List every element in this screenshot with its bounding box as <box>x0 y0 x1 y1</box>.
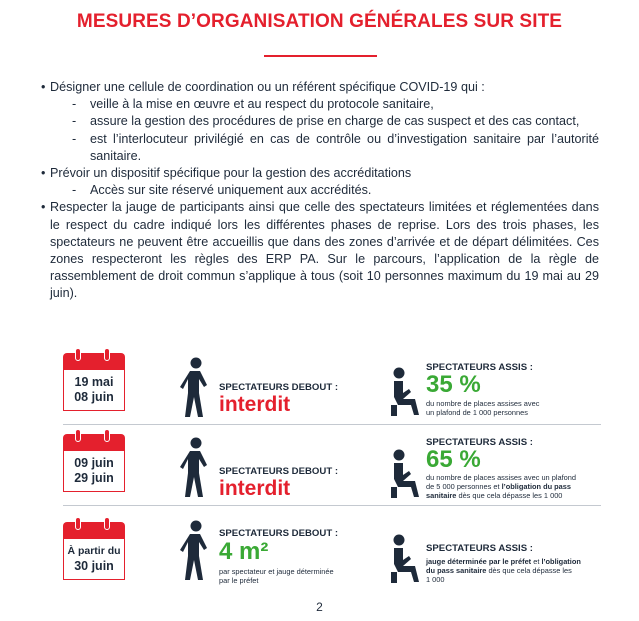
standing-desc-line: par le préfet <box>219 576 259 585</box>
calendar-icon <box>63 353 125 411</box>
body-text <box>41 79 599 303</box>
desc-text: de 5 000 personnes et <box>426 482 502 491</box>
desc-text: dès que cela dépasse les 1 000 <box>456 491 563 500</box>
list-item <box>41 131 599 165</box>
paragraph-text: Respecter la jauge de participants ainsi que celle des spectateurs limitées et réglementées dans le respect du cadre indiqué lors les différentes phases de reprise. Lors des trois phases, les spectateurs ne peuvent être accueillis que dans des zones d’arrivée et de départ délimitées. Ces zones respecteront les règles des ERP PA. Sur le parcours, l’application de la règle de rassemblement de droit commun s’applique à tous (soit 10 personnes maximum du 19 mai au 29 juin). <box>50 200 599 301</box>
calendar-icon <box>63 522 125 580</box>
desc-emphasis: sanitaire <box>426 491 457 500</box>
standing-description <box>219 567 334 585</box>
date-line-2: 29 juin <box>74 471 114 485</box>
bullet: • <box>41 166 46 181</box>
dash: - <box>72 114 77 129</box>
date-line-1: À partir du <box>67 545 121 557</box>
seated-label: SPECTATEURS ASSIS : <box>426 437 533 448</box>
standing-label: SPECTATEURS DEBOUT : <box>219 382 339 393</box>
seated-description <box>426 473 576 500</box>
desc-text: dès que cela dépasse les <box>486 566 572 575</box>
phase-row-1 <box>0 345 639 435</box>
desc-text: et <box>531 557 542 566</box>
seated-value: 35 % <box>426 371 481 398</box>
seated-desc-line <box>426 482 576 491</box>
paragraph-text: Prévoir un dispositif spécifique pour la gestion des accréditations <box>50 166 412 181</box>
standing-person-icon <box>177 520 213 582</box>
list-item <box>41 182 599 199</box>
seated-person-icon <box>389 367 421 417</box>
bullet: • <box>41 80 46 94</box>
seated-desc-line <box>426 557 581 566</box>
phase-row-2 <box>0 425 639 515</box>
dash: - <box>72 183 77 198</box>
standing-desc-line: par spectateur et jauge déterminée <box>219 567 334 576</box>
desc-emphasis: l’obligation <box>541 557 581 566</box>
title-underline <box>264 55 377 57</box>
seated-desc-line: 1 000 <box>426 575 445 584</box>
calendar-icon <box>63 434 125 492</box>
seated-desc-line: du nombre de places assises avec <box>426 399 540 408</box>
desc-emphasis: du pass sanitaire <box>426 566 487 575</box>
paragraph-jauge <box>41 199 599 302</box>
date-line-2: 30 juin <box>74 559 114 573</box>
list-item-text: veille à la mise en œuvre et au respect du protocole sanitaire, <box>90 97 434 112</box>
seated-desc-line <box>426 566 581 575</box>
desc-emphasis: l’obligation du pass <box>501 482 572 491</box>
dash: - <box>72 131 77 146</box>
seated-desc-line: du nombre de places assises avec un plafond <box>426 473 576 482</box>
paragraph-coordination <box>41 79 599 96</box>
list-item-text: assure la gestion des procédures de prise en charge de cas suspect et des cas contact, <box>90 114 580 129</box>
list-item <box>41 113 599 130</box>
list-item <box>41 96 599 113</box>
standing-label: SPECTATEURS DEBOUT : <box>219 528 339 539</box>
standing-person-icon <box>177 437 213 499</box>
date-line-2: 08 juin <box>74 390 114 404</box>
standing-value: interdit <box>219 393 291 416</box>
seated-person-icon <box>389 449 421 499</box>
list-item-text: est l’interlocuteur privilégié en cas de contrôle ou d’investigation sanitaire par l’autorité sanitaire. <box>90 131 599 163</box>
standing-value: 4 m² <box>219 538 269 565</box>
seated-person-icon <box>389 534 421 584</box>
seated-description <box>426 557 581 584</box>
standing-value: interdit <box>219 477 291 500</box>
seated-label: SPECTATEURS ASSIS : <box>426 543 533 554</box>
page-title: MESURES D’ORGANISATION GÉNÉRALES SUR SITE <box>76 11 563 32</box>
desc-emphasis: jauge déterminée par le préfet <box>426 557 532 566</box>
standing-person-icon <box>177 357 213 419</box>
date-line-1: 19 mai <box>74 375 114 389</box>
bullet: • <box>41 200 46 215</box>
paragraph-text: Désigner une cellule de coordination ou un référent spécifique COVID-19 qui : <box>50 80 485 94</box>
dash: - <box>72 97 77 112</box>
seated-desc-line: un plafond de 1 000 personnes <box>426 408 528 417</box>
list-item-text: Accès sur site réservé uniquement aux accrédités. <box>90 183 372 198</box>
phase-row-3 <box>0 506 639 596</box>
seated-desc-line <box>426 491 576 500</box>
date-line-1: 09 juin <box>74 456 114 470</box>
seated-value: 65 % <box>426 446 481 473</box>
paragraph-accreditations <box>41 165 599 182</box>
seated-description <box>426 399 539 417</box>
standing-label: SPECTATEURS DEBOUT : <box>219 466 339 477</box>
page-number: 2 <box>316 600 323 614</box>
seated-label: SPECTATEURS ASSIS : <box>426 362 533 373</box>
